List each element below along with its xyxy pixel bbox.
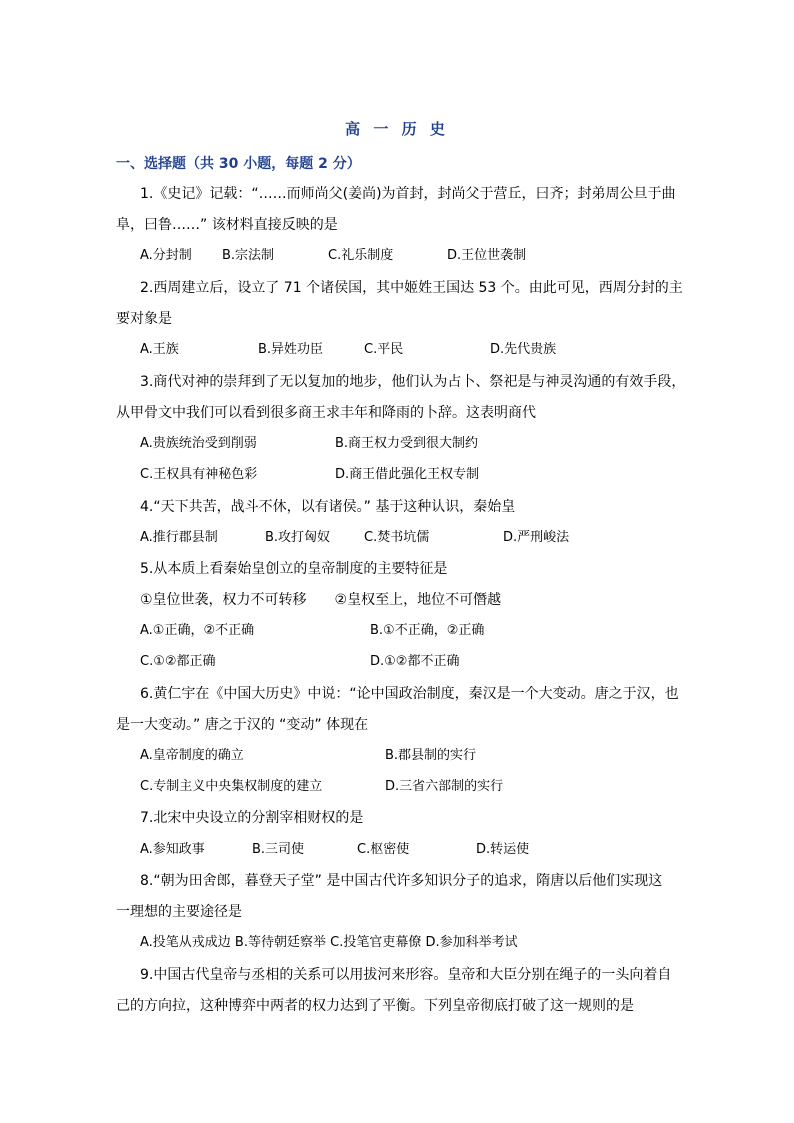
question-5-line-1: 5.从本质上看秦始皇创立的皇帝制度的主要特征是 [140, 561, 448, 577]
question-1-option-a: A.分封制 [140, 248, 192, 263]
question-6-option-b: B.郡县制的实行 [385, 748, 477, 763]
question-3-option-c: C.王权具有神秘色彩 [140, 467, 258, 482]
question-9-line-2: 己的方向拉，这种博弈中两者的权力达到了平衡。下列皇帝彻底打破了这一规则的是 [116, 998, 634, 1014]
question-3-option-b: B.商王权力受到很大制约 [335, 436, 479, 451]
question-7-option-a: A.参知政事 [140, 842, 205, 857]
question-7-option-c: C.枢密使 [357, 842, 410, 857]
question-4-option-b: B.攻打匈奴 [265, 530, 331, 545]
question-8-options: A.投笔从戎成边 B.等待朝廷察举 C.投笔官吏幕僚 D.参加科举考试 [140, 935, 518, 950]
question-6-option-a: A.皇帝制度的确立 [140, 748, 244, 763]
question-7-line-1: 7.北宋中央设立的分割宰相财权的是 [140, 810, 364, 826]
question-8-line-1: 8.“朝为田舍郎，暮登天子堂” 是中国古代许多知识分子的追求，隋唐以后他们实现这 [140, 873, 663, 889]
question-1-line-2: 阜，曰鲁……” 该材料直接反映的是 [116, 217, 338, 233]
question-2-line-1: 2.西周建立后，设立了 71 个诸侯国，其中姬姓王国达 53 个。由此可见，西周分封的主 [140, 280, 683, 296]
question-3-line-2: 从甲骨文中我们可以看到很多商王求丰年和降雨的卜辞。这表明商代 [116, 405, 536, 421]
question-2-line-2: 要对象是 [116, 311, 172, 327]
question-8-line-2: 一理想的主要途径是 [116, 904, 242, 920]
question-7-option-b: B.三司使 [252, 842, 305, 857]
question-2-option-c: C.平民 [364, 342, 404, 357]
question-9-line-1: 9.中国古代皇帝与丞相的关系可以用拔河来形容。皇帝和大臣分别在绳子的一头向着自 [140, 967, 672, 983]
question-2-option-d: D.先代贵族 [490, 342, 557, 357]
question-4-option-c: C.焚书坑儒 [364, 530, 430, 545]
question-1-line-1: 1.《史记》记载：“……而师尚父(姜尚)为首封，封尚父于营丘，曰齐；封弟周公旦于曲 [140, 186, 676, 202]
question-1-option-d: D.王位世袭制 [447, 248, 527, 263]
question-6-option-d: D.三省六部制的实行 [385, 779, 504, 794]
page-title: 高 一 历 史 [345, 120, 449, 138]
question-3-option-d: D.商王借此强化王权专制 [335, 467, 480, 482]
question-2-option-b: B.异姓功臣 [258, 342, 324, 357]
question-6-line-1: 6.黄仁宇在《中国大历史》中说：“论中国政治制度，秦汉是一个大变动。唐之于汉，也 [140, 686, 679, 702]
question-5-option-a: A.①正确，②不正确 [140, 623, 255, 638]
question-5-statements: ①皇位世袭，权力不可转移 ②皇权至上，地位不可僭越 [140, 592, 502, 608]
question-5-option-d: D.①②都不正确 [370, 654, 460, 669]
question-5-option-b: B.①不正确，②正确 [370, 623, 485, 638]
question-3-option-a: A.贵族统治受到削弱 [140, 436, 257, 451]
question-4-line-1: 4.“天下共苦，战斗不休，以有诸侯。” 基于这种认识，秦始皇 [140, 499, 516, 515]
question-3-line-1: 3.商代对神的崇拜到了无以复加的地步，他们认为占卜、祭祀是与神灵沟通的有效手段， [140, 374, 686, 390]
question-4-option-a: A.推行郡县制 [140, 530, 218, 545]
question-6-option-c: C.专制主义中央集权制度的建立 [140, 779, 323, 794]
question-5-option-c: C.①②都正确 [140, 654, 216, 669]
question-6-line-2: 是一大变动。” 唐之于汉的 “变动” 体现在 [116, 717, 369, 733]
question-1-option-b: B.宗法制 [222, 248, 275, 263]
question-4-option-d: D.严刑峻法 [503, 530, 570, 545]
question-7-option-d: D.转运使 [476, 842, 530, 857]
question-2-option-a: A.王族 [140, 342, 179, 357]
question-1-option-c: C.礼乐制度 [328, 248, 394, 263]
section-heading: 一、选择题（共 30 小题，每题 2 分） [116, 156, 361, 172]
